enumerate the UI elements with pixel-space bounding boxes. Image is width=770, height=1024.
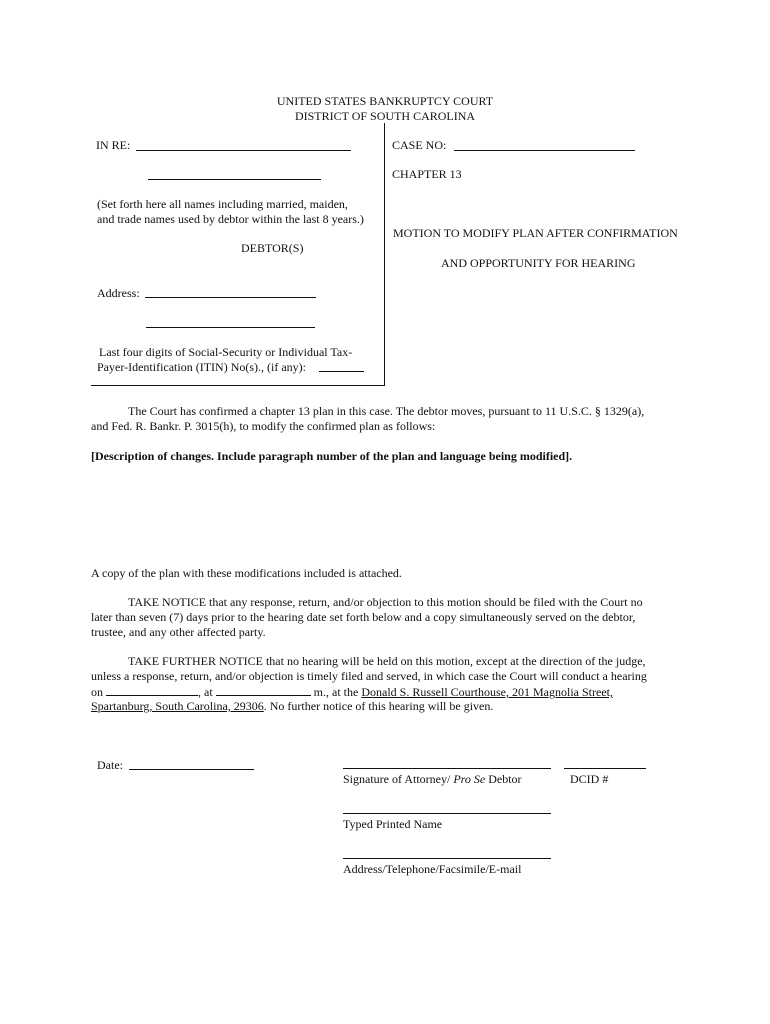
courthouse-address-line2: Spartanburg, South Carolina, 29306 [91, 699, 264, 713]
debtor-label: DEBTOR(S) [241, 241, 304, 255]
signature-field[interactable] [343, 768, 551, 769]
typed-name-label: Typed Printed Name [343, 817, 443, 831]
hearing-date-field[interactable] [106, 684, 198, 696]
contact-label: Address/Telephone/Facsimile/E-mail [343, 862, 522, 876]
dcid-label: DCID # [570, 772, 609, 786]
motion-paragraph-line2: and Fed. R. Bankr. P. 3015(h), to modify the confirmed plan as follows: [91, 419, 436, 433]
debtor-name-field[interactable] [136, 150, 351, 151]
ssn-line1: Last four digits of Social-Security or Individual Tax- [99, 345, 353, 359]
court-district: DISTRICT OF SOUTH CAROLINA [294, 109, 476, 123]
notice2-line3 [91, 684, 613, 700]
notice2-line4 [91, 699, 493, 714]
contact-field[interactable] [343, 858, 551, 859]
hearing-time-field[interactable] [216, 684, 311, 696]
ssn-field[interactable] [319, 371, 364, 372]
case-no-field[interactable] [454, 150, 635, 151]
date-field[interactable] [129, 769, 254, 770]
notice1-line2: later than seven (7) days prior to the hearing date set forth below and a copy simultaneously served on the debtor, [91, 610, 636, 624]
notice1-line3: trustee, and any other affected party. [91, 625, 266, 639]
signature-label-suffix: Debtor [485, 772, 522, 786]
typed-name-field[interactable] [343, 813, 551, 814]
signature-label-prefix: Signature of Attorney/ [343, 772, 454, 786]
signature-label-italic: Pro Se [453, 772, 486, 786]
notice2-at: , at [198, 685, 213, 699]
motion-paragraph-line1: The Court has confirmed a chapter 13 plan in this case. The debtor moves, pursuant to 11 U.S.C. § 1329(a), [128, 404, 645, 418]
copy-attached-text: A copy of the plan with these modifications included is attached. [91, 566, 402, 580]
notice2-line1: TAKE FURTHER NOTICE that no hearing will be held on this motion, except at the direction of the judge, [128, 654, 646, 668]
notice2-end: . No further notice of this hearing will be given. [263, 699, 494, 713]
dcid-field[interactable] [564, 768, 646, 769]
address-field[interactable] [145, 297, 316, 298]
description-placeholder: [Description of changes. Include paragraph number of the plan and language being modified]. [91, 449, 573, 463]
case-no-label: CASE NO: [392, 138, 447, 152]
date-label: Date: [97, 758, 123, 772]
notice2-on: on [91, 685, 103, 699]
in-re-label: IN RE: [96, 138, 131, 152]
signature-label [343, 772, 522, 787]
notice1-line1: TAKE NOTICE that any response, return, and/or objection to this motion should be filed with the Court no [128, 595, 643, 609]
address-label: Address: [97, 286, 140, 300]
caption-divider [384, 123, 385, 386]
chapter-label: CHAPTER 13 [392, 167, 462, 181]
notice2-m: m., at the [313, 685, 359, 699]
debtor-name-field-2[interactable] [148, 179, 321, 180]
court-name: UNITED STATES BANKRUPTCY COURT [276, 94, 494, 108]
motion-title-line1: MOTION TO MODIFY PLAN AFTER CONFIRMATION [393, 226, 678, 240]
ssn-line2: Payer-Identification (ITIN) No(s)., (if any): [97, 360, 307, 374]
motion-title-line2: AND OPPORTUNITY FOR HEARING [441, 256, 636, 270]
courthouse-address-line1: Donald S. Russell Courthouse, 201 Magnolia Street, [361, 685, 613, 699]
names-note-line2: and trade names used by debtor within the last 8 years.) [97, 212, 364, 226]
notice2-line2: unless a response, return, and/or objection is timely filed and served, in which case the Court will conduct a hearing [91, 669, 647, 683]
names-note-line1: (Set forth here all names including married, maiden, [97, 197, 348, 211]
address-field-2[interactable] [146, 327, 315, 328]
caption-bottom-rule [91, 385, 385, 386]
